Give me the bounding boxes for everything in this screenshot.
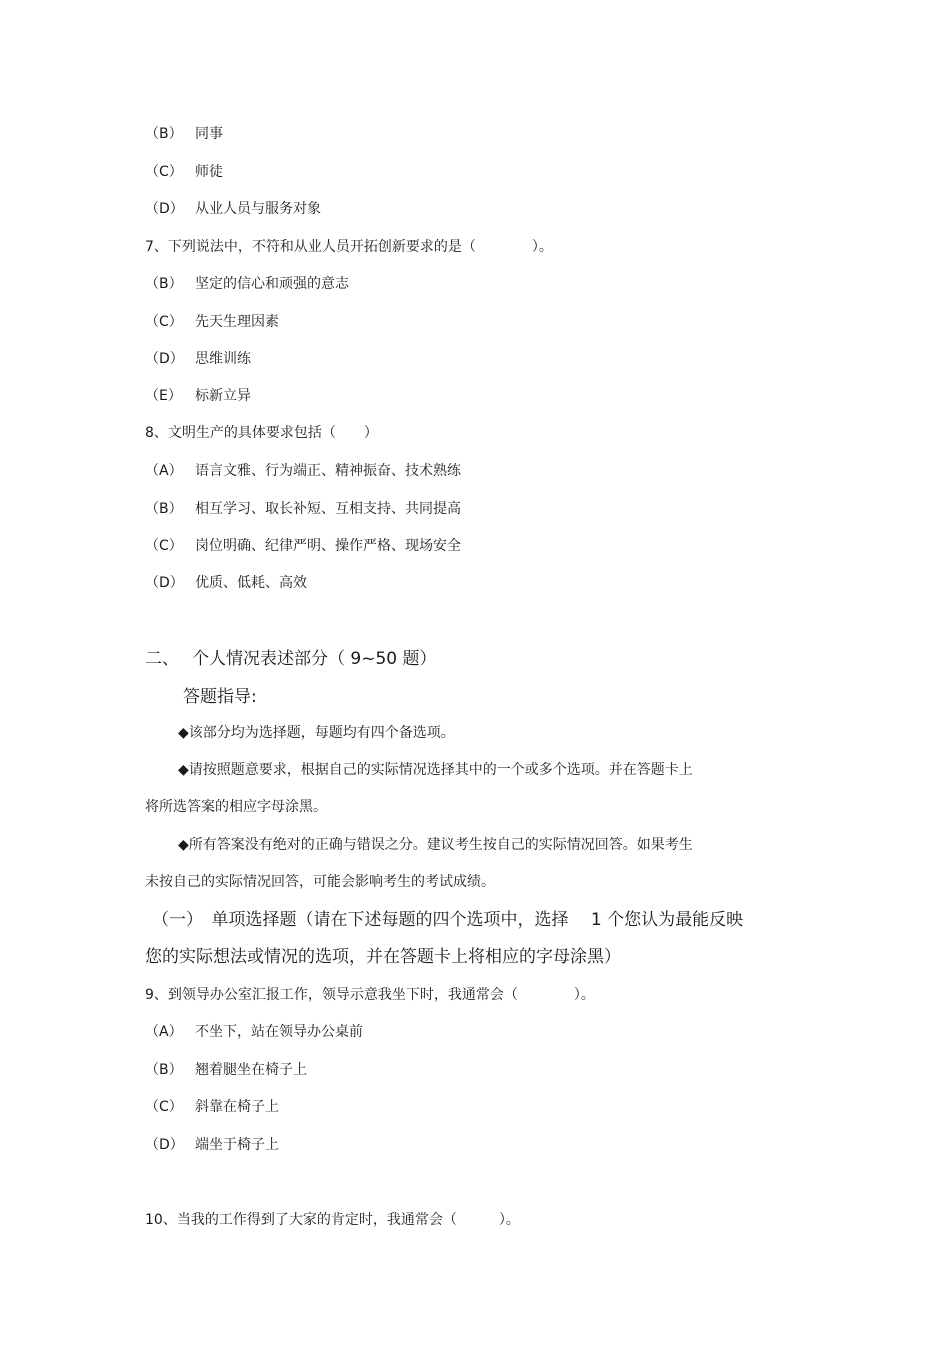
option-text: 翘着腿坐在椅子上 — [195, 1062, 307, 1078]
option-text: 师徒 — [195, 164, 223, 180]
list-item — [145, 1022, 363, 1042]
question-8-stem: 8、文明生产的具体要求包括（ ） — [145, 425, 378, 441]
question-7-stem: 7、下列说法中，不符和从业人员开拓创新要求的是（ ）。 — [145, 239, 553, 255]
list-item — [145, 1135, 279, 1155]
question-10-stem: 10、当我的工作得到了大家的肯定时，我通常会（ ）。 — [145, 1212, 520, 1228]
option-label: （B） — [145, 501, 183, 517]
option-label: （C） — [145, 538, 183, 554]
list-item — [145, 1097, 279, 1117]
list-item — [145, 274, 349, 294]
option-text: 优质、低耗、高效 — [195, 575, 307, 591]
guide-item-3-cont: 未按自己的实际情况回答，可能会影响考生的考试成绩。 — [145, 874, 495, 890]
option-text: 坚定的信心和顽强的意志 — [195, 276, 349, 292]
option-label: （C） — [145, 314, 183, 330]
list-item — [145, 162, 223, 182]
guide-item-2-cont: 将所选答案的相应字母涂黑。 — [145, 799, 327, 815]
list-item — [145, 349, 251, 369]
option-text: 岗位明确、纪律严明、操作严格、现场安全 — [195, 538, 461, 554]
option-text: 斜靠在椅子上 — [195, 1099, 279, 1115]
option-text: 相互学习、取长补短、互相支持、共同提高 — [195, 501, 461, 517]
category-heading: （一） 单项选择题（请在下述每题的四个选项中，选择 1 个您认为最能反映 — [152, 910, 744, 930]
list-item — [145, 386, 251, 406]
option-label: （E） — [145, 388, 182, 404]
guide-title: 答题指导: — [183, 687, 257, 707]
option-label: （C） — [145, 164, 183, 180]
option-text: 先天生理因素 — [195, 314, 279, 330]
list-item — [145, 536, 461, 556]
guide-item-1: ◆该部分均为选择题，每题均有四个备选项。 — [178, 725, 455, 741]
guide-item-2: ◆请按照题意要求，根据自己的实际情况选择其中的一个或多个选项。并在答题卡上 — [178, 762, 693, 778]
option-text: 同事 — [195, 126, 223, 142]
option-label: （B） — [145, 276, 183, 292]
list-item — [145, 312, 279, 332]
option-text: 端坐于椅子上 — [195, 1137, 279, 1153]
option-text: 不坐下，站在领导办公桌前 — [195, 1024, 363, 1040]
list-item — [145, 199, 321, 219]
option-text: 思维训练 — [195, 351, 251, 367]
option-label: （C） — [145, 1099, 183, 1115]
section-title: 个人情况表述部分（ 9~50 题） — [192, 649, 437, 669]
option-label: （D） — [145, 351, 184, 367]
list-item — [145, 461, 461, 481]
list-item — [145, 124, 223, 144]
list-item — [145, 573, 307, 593]
category-heading-cont: 您的实际想法或情况的选项，并在答题卡上将相应的字母涂黑） — [145, 947, 621, 967]
option-text: 从业人员与服务对象 — [195, 201, 321, 217]
option-text: 标新立异 — [195, 388, 251, 404]
option-label: （D） — [145, 201, 184, 217]
option-label: （A） — [145, 463, 183, 479]
guide-item-3: ◆所有答案没有绝对的正确与错误之分。建议考生按自己的实际情况回答。如果考生 — [178, 837, 693, 853]
option-label: （D） — [145, 1137, 184, 1153]
option-label: （B） — [145, 126, 183, 142]
section-number: 二、 — [145, 649, 179, 669]
list-item — [145, 499, 461, 519]
option-text: 语言文雅、行为端正、精神振奋、技术熟练 — [195, 463, 461, 479]
option-label: （A） — [145, 1024, 183, 1040]
list-item — [145, 1060, 307, 1080]
option-label: （D） — [145, 575, 184, 591]
question-9-stem: 9、到领导办公室汇报工作，领导示意我坐下时，我通常会（ ）。 — [145, 987, 595, 1003]
option-label: （B） — [145, 1062, 183, 1078]
section-heading — [145, 647, 437, 671]
